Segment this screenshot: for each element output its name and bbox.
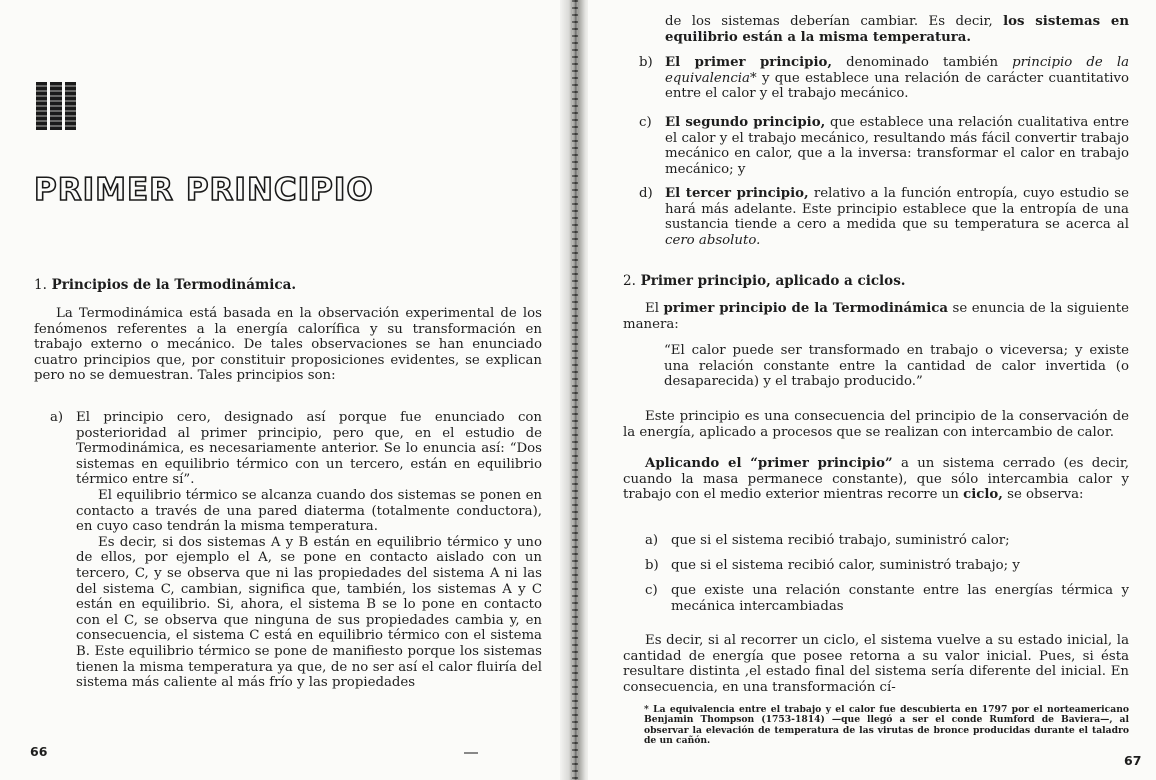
item-b-bold: El primer principio, xyxy=(665,55,833,70)
chapter-title: PRIMER PRINCIPIO xyxy=(34,172,374,208)
section-2-paragraph-2: Este principio es una consecuencia del principio de la conservación de la energía, aplicado a procesos que se realizan con intercambio de calor. xyxy=(623,409,1129,440)
s2p1-text: El xyxy=(645,301,659,316)
s2p1-bold: primer principio de la Termodinámica xyxy=(663,301,948,316)
item-d-bold: El tercer principio, xyxy=(665,186,809,201)
right-page xyxy=(588,0,1156,780)
list-item-conclusion-a xyxy=(645,533,1129,549)
list-item-conclusion-b xyxy=(645,558,1129,574)
section-number: 1. xyxy=(34,277,47,293)
item-d-italic: cero absoluto. xyxy=(665,232,761,248)
list-item-c xyxy=(639,115,1129,177)
list-marker: b) xyxy=(639,55,653,70)
item-a-paragraph-1: El principio cero, designado así porque fue enunciado con posterioridad al primer principio, pero que, en el estudio de Termodinámica, es necesariamente anterior. Se lo enuncia así: “Dos sistemas en equilibrio térmico con un tercero, están en equilibrio térmico entre sí”. xyxy=(76,410,542,488)
item-b-text: denominado también xyxy=(846,55,999,70)
chapter-number-graphic xyxy=(36,82,76,130)
footnote: * La equivalencia entre el trabajo y el calor fue descubierta en 1797 por el norteamericano Benjamin Thompson (1753-1814) —que llegó a ser el conde Rumford de Baviera—, al observar la elevación de temperatura de las virutas de bronce producidas durante el taladro de un cañón. xyxy=(644,704,1129,747)
s2p3-text-2: se observa: xyxy=(1007,487,1084,503)
section-heading-1 xyxy=(34,277,296,293)
section-2-paragraph-4: Es decir, si al recorrer un ciclo, el sistema vuelve a su estado inicial, la cantidad de energía que posee retorna a su valor inicial. Pues, si ésta resultare distinta ,el estado final del sistema sería diferente del inicial. En consecuencia, en una transformación cí- xyxy=(623,633,1129,695)
conclusion-b-text: que si el sistema recibió calor, suministró trabajo; y xyxy=(671,558,1020,573)
list-marker: b) xyxy=(645,558,659,573)
s2p3-text: a un sistema cerrado (es decir, cuando la masa permanece constante), que sólo intercambia calor y trabajo con el medio exterior mientras recorre un xyxy=(623,456,1129,503)
book-gutter xyxy=(560,0,590,780)
list-item-b xyxy=(639,55,1130,102)
list-item-d xyxy=(639,186,1129,248)
s2p3-bold: Aplicando el “primer principio” xyxy=(645,456,893,471)
item-c-bold: El segundo principio, xyxy=(665,115,826,130)
section-title: Principios de la Termodinámica. xyxy=(51,277,297,293)
list-item-a xyxy=(50,410,542,691)
page-mark xyxy=(464,752,478,754)
s2p3-bold-2: ciclo, xyxy=(963,487,1003,503)
left-page xyxy=(0,0,564,780)
s2p1-text-2: se enuncia de la siguiente manera: xyxy=(623,301,1129,332)
conclusion-a-text: que si el sistema recibió trabajo, suministró calor; xyxy=(671,533,1010,548)
section-2-paragraph-1 xyxy=(623,301,1129,332)
page-number-right: 67 xyxy=(1124,753,1142,768)
section-2-paragraph-3 xyxy=(623,456,1129,503)
list-marker: c) xyxy=(639,115,652,130)
quote-block: “El calor puede ser transformado en trabajo o viceversa; y existe una relación constante entre la cantidad de calor invertida (o desaparecida) y el trabajo producido.” xyxy=(664,343,1129,390)
conclusion-c-text: que existe una relación constante entre las energías térmica y mecánica intercambiadas xyxy=(671,583,1129,614)
section-number: 2. xyxy=(623,273,636,289)
item-d-text: relativo a la función entropía, cuyo estudio se hará más adelante. Este principio establece que la entropía de una sustancia tiende a cero a medida que su temperatura se acerca al xyxy=(665,186,1129,233)
item-a-paragraph-2: El equilibrio térmico se alcanza cuando dos sistemas se ponen en contacto a través de una pared diaterma (totalmente conductora), en cuyo caso tendrán la misma temperatura. xyxy=(76,487,542,535)
list-item-conclusion-c xyxy=(645,583,1129,614)
list-marker: a) xyxy=(645,533,659,548)
continuation-bold: los sistemas en equilibrio están a la misma temperatura. xyxy=(665,14,1130,45)
section-title: Primer principio, aplicado a ciclos. xyxy=(640,273,906,289)
list-marker: a) xyxy=(50,410,64,425)
continuation-plain: de los sistemas deberían cambiar. Es decir, xyxy=(665,14,993,29)
item-b-text-2: * y que establece una relación de carácter cuantitativo entre el calor y el trabajo mecánico. xyxy=(665,70,1129,102)
page-number-left: 66 xyxy=(30,744,48,759)
item-c-text: que establece una relación cualitativa entre el calor y el trabajo mecánico, resultando más fácil convertir trabajo mecánico en calor, que a la inversa: transformar el calor en trabajo mecánico; y xyxy=(665,115,1129,177)
list-marker: c) xyxy=(645,583,658,598)
list-marker: d) xyxy=(639,186,653,201)
item-a-paragraph-3: Es decir, si dos sistemas A y B están en equilibrio térmico y uno de ellos, por ejemplo el A, se pone en contacto aislado con un tercero, C, y se observa que ni las propiedades del sistema A ni las del sistema C, cambian, significa que, también, los sistemas A y C están en equilibrio. Si, ahora, el sistema B se lo pone en contacto con el C, se observa que ninguna de sus propiedades cambia y, en consecuencia, el sistema C está en equilibrio térmico con el sistema B. Este equilibrio térmico se pone de manifiesto porque los sistemas tienen la misma temperatura ya que, de no ser así el calor fluiría del sistema más caliente al más frío y las propiedades xyxy=(76,534,542,691)
item-b-italic: principio de la equivalencia xyxy=(665,55,1130,86)
intro-paragraph: La Termodinámica está basada en la observación experimental de los fenómenos referentes a la energía calorífica y su transformación en trabajo externo o mecánico. De tales observaciones se han enunciado cuatro principios que, por constituir proposiciones evidentes, se explican pero no se demuestran. Tales principios son: xyxy=(34,306,542,384)
section-heading-2 xyxy=(623,273,906,289)
continuation-text xyxy=(665,14,1129,45)
